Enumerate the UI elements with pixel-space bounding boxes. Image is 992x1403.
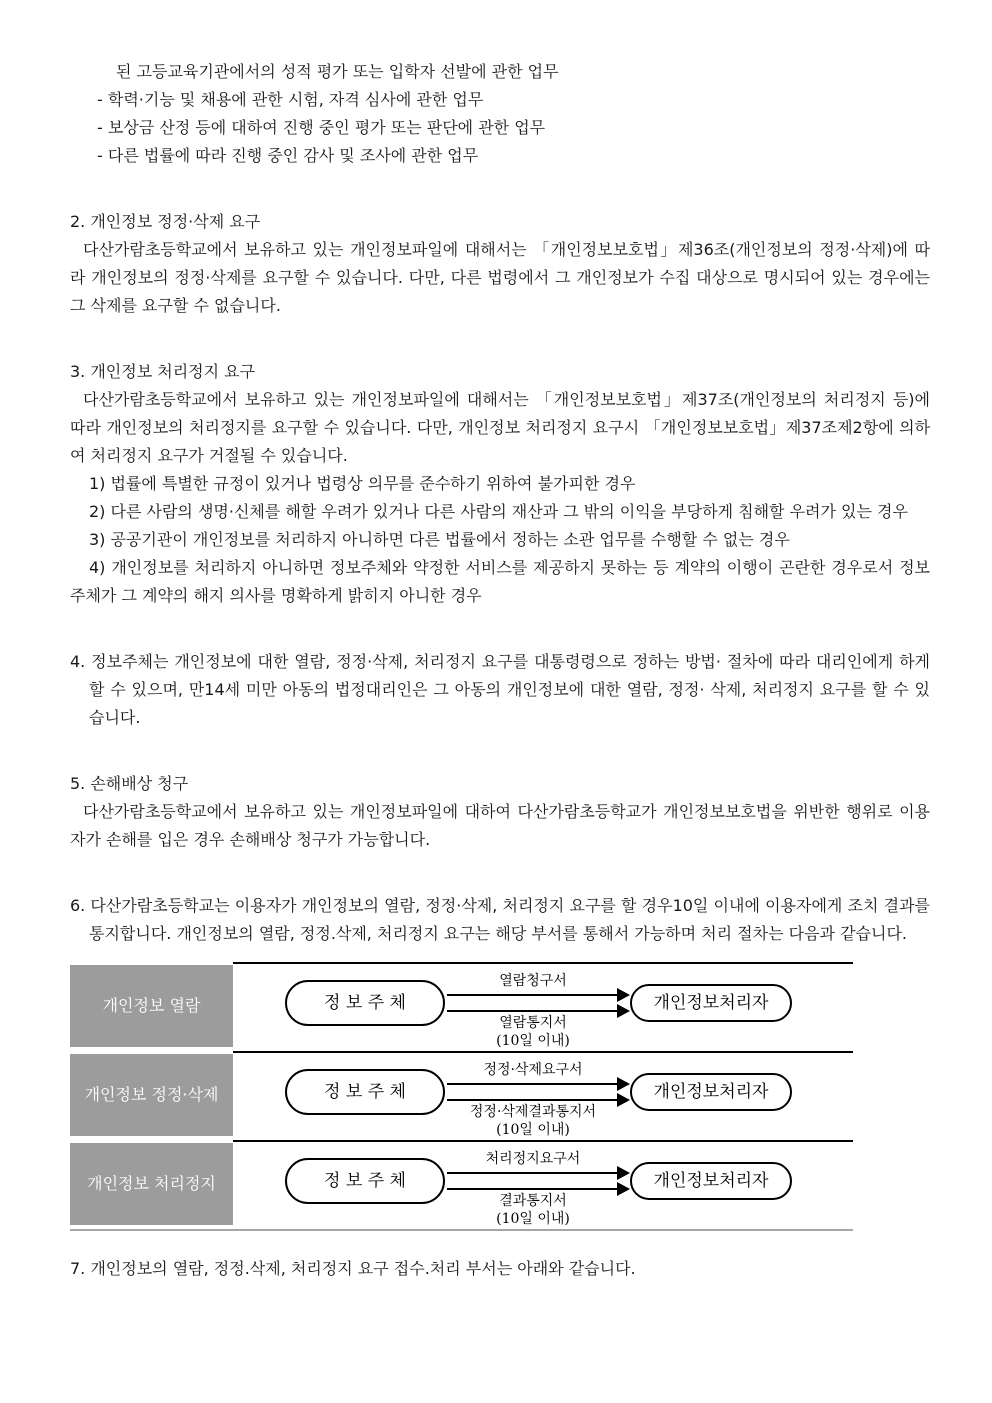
flow-area (233, 1051, 853, 1140)
intro-dash-item: - 다른 법률에 따라 진행 중인 감사 및 조사에 관한 업무 (97, 146, 479, 165)
subject-node: 정 보 주 체 (285, 1069, 445, 1115)
section-3-title: 3. 개인정보 처리정지 요구 (70, 362, 256, 381)
diagram-row-stop (70, 1140, 853, 1229)
response-deadline-note: (10일 이내) (496, 1033, 570, 1049)
response-arrow-icon (447, 1010, 617, 1012)
response-arrow-icon (447, 1099, 617, 1101)
section-3-item: 1) 법률에 특별한 규정이 있거나 법령상 의무를 준수하기 위하여 불가피한 경우 (89, 474, 636, 493)
flow-area (233, 1140, 853, 1229)
section-7-text: 7. 개인정보의 열람, 정정.삭제, 처리정지 요구 접수.처리 부서는 아래와 같습니다. (70, 1259, 636, 1278)
section-representative-rights (70, 648, 930, 732)
section-3-body: 다산가람초등학교에서 보유하고 있는 개인정보파일에 대해서는 「개인정보보호법」제37조(개인정보의 처리정지 등)에 따라 개인정보의 처리정지를 요구할 수 있습니다. 다만, 개인정보 처리정지 요구시 「개인정보보호법」제37조제2항에 의하여 처리정지 요구가 거절될 수 있습니다. (70, 390, 930, 465)
response-label: 결과통지서 (499, 1193, 567, 1209)
section-procedure (70, 892, 930, 948)
diagram-row-access (70, 962, 853, 1051)
category-cell: 개인정보 열람 (70, 965, 233, 1047)
processor-node: 개인정보처리자 (630, 1073, 792, 1111)
category-cell: 개인정보 정정·삭제 (70, 1054, 233, 1136)
response-deadline-note: (10일 이내) (496, 1211, 570, 1227)
request-label: 정정·삭제요구서 (483, 1062, 583, 1078)
section-3-item: 4) 개인정보를 처리하지 아니하면 정보주체와 약정한 서비스를 제공하지 못하는 등 계약의 이행이 곤란한 경우로서 정보주체가 그 계약의 해지 의사를 명확하게 밝히지 아니한 경우 (70, 558, 930, 605)
intro-dash-item: - 학력·기능 및 채용에 관한 시험, 자격 심사에 관한 업무 (97, 90, 484, 109)
response-arrow-icon (447, 1188, 617, 1190)
subject-node: 정 보 주 체 (285, 1158, 445, 1204)
request-arrow-icon (447, 1172, 617, 1174)
response-label: 열람통지서 (499, 1015, 567, 1031)
response-deadline-note: (10일 이내) (496, 1122, 570, 1138)
section-damage-claim (70, 770, 930, 854)
section-4-text: 4. 정보주체는 개인정보에 대한 열람, 정정·삭제, 처리정지 요구를 대통령령으로 정하는 방법· 절차에 따라 대리인에게 하게 할 수 있으며, 만14세 미만 아동의 법정대리인은 그 아동의 개인정보에 대한 열람, 정정· 삭제, 처리정지 요구를 할 수 있습니다. (70, 652, 930, 727)
category-cell: 개인정보 처리정지 (70, 1143, 233, 1225)
processor-node: 개인정보처리자 (630, 1162, 792, 1200)
section-processing-stop (70, 358, 930, 610)
request-label: 처리정지요구서 (485, 1151, 581, 1167)
section-3-item: 3) 공공기관이 개인정보를 처리하지 아니하면 다른 법률에서 정하는 소관 업무를 수행할 수 없는 경우 (89, 530, 790, 549)
intro-continuation-line: 된 고등교육기관에서의 성적 평가 또는 입학자 선발에 관한 업무 (116, 62, 559, 81)
section-6-text: 6. 다산가람초등학교는 이용자가 개인정보의 열람, 정정·삭제, 처리정지 요구를 할 경우10일 이내에 이용자에게 조치 결과를 통지합니다. 개인정보의 열람, 정정.삭제, 처리정지 요구는 해당 부서를 통해서 가능하며 처리 절차는 다음과 같습니다. (70, 896, 930, 943)
diagram-row-correction (70, 1051, 853, 1140)
intro-dash-item: - 보상금 산정 등에 대하여 진행 중인 평가 또는 판단에 관한 업무 (97, 118, 546, 137)
subject-node: 정 보 주 체 (285, 980, 445, 1026)
request-arrow-icon (447, 1083, 617, 1085)
section-3-item: 2) 다른 사람의 생명·신체를 해할 우려가 있거나 다른 사람의 재산과 그 밖의 이익을 부당하게 침해할 우려가 있는 경우 (89, 502, 908, 521)
section-5-title: 5. 손해배상 청구 (70, 774, 189, 793)
section-5-body: 다산가람초등학교에서 보유하고 있는 개인정보파일에 대하여 다산가람초등학교가 개인정보보호법을 위반한 행위로 이용자가 손해를 입은 경우 손해배상 청구가 가능합니다. (70, 802, 930, 849)
request-arrow-icon (447, 994, 617, 996)
processor-node: 개인정보처리자 (630, 984, 792, 1022)
request-label: 열람청구서 (499, 973, 567, 989)
intro-task-list (70, 58, 930, 170)
response-label: 정정·삭제결과통지서 (469, 1104, 597, 1120)
section-contact-departments (70, 1255, 930, 1283)
section-2-body: 다산가람초등학교에서 보유하고 있는 개인정보파일에 대해서는 「개인정보보호법」제36조(개인정보의 정정·삭제)에 따라 개인정보의 정정·삭제를 요구할 수 있습니다. 다만, 다른 법령에서 그 개인정보가 수집 대상으로 명시되어 있는 경우에는 그 삭제를 요구할 수 없습니다. (70, 240, 930, 315)
section-2-title: 2. 개인정보 정정·삭제 요구 (70, 212, 261, 231)
flow-area (233, 962, 853, 1051)
process-flow-diagram (70, 962, 853, 1231)
section-correction-deletion (70, 208, 930, 320)
